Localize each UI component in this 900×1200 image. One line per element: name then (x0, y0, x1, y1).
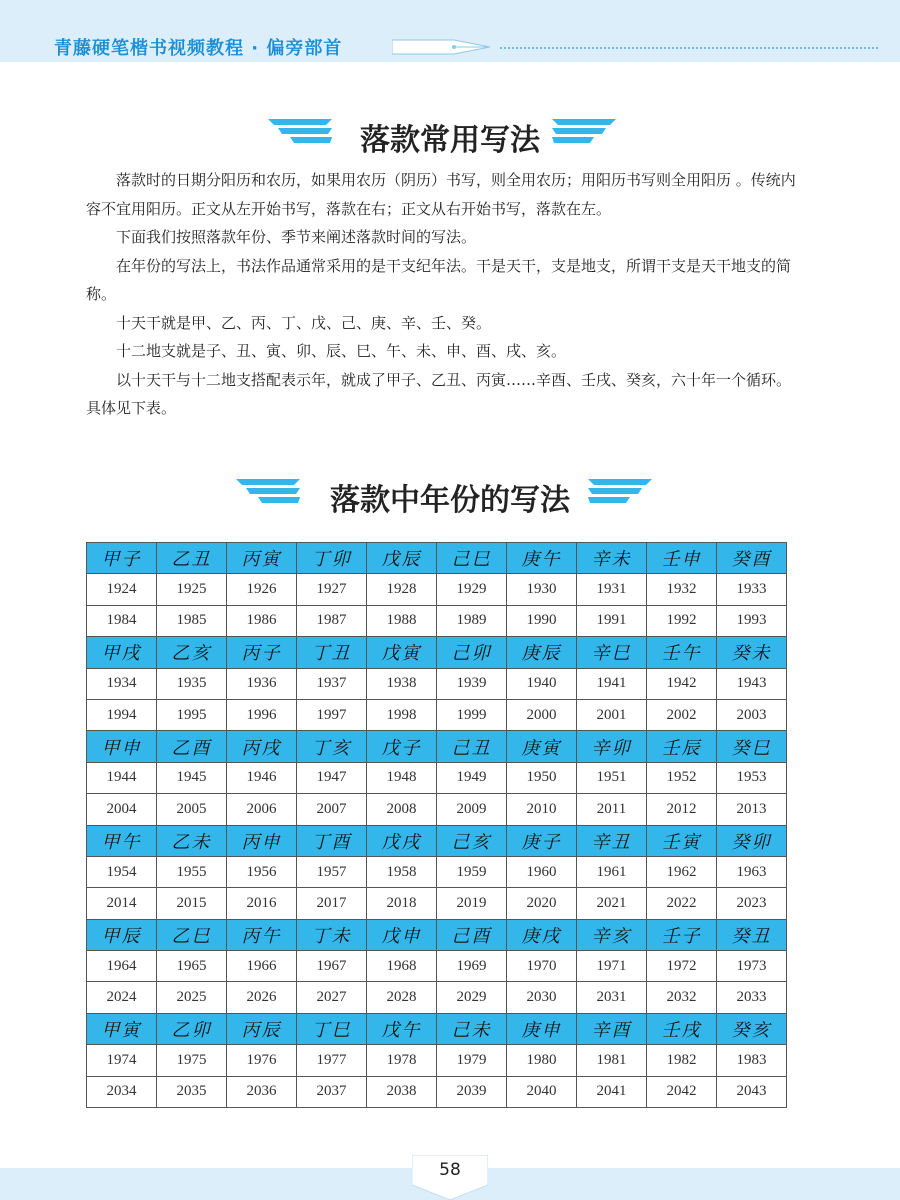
year-cell: 1951 (577, 762, 647, 793)
year-cell: 1942 (647, 668, 717, 699)
year-cell: 1937 (297, 668, 367, 699)
year-cell: 1944 (87, 762, 157, 793)
ganzhi-cell: 甲寅 (87, 1013, 157, 1044)
ganzhi-cell: 戊辰 (367, 543, 437, 574)
year-cell: 1994 (87, 699, 157, 730)
year-cell: 2032 (647, 982, 717, 1013)
year-row (87, 951, 787, 982)
year-cell: 1929 (437, 574, 507, 605)
ganzhi-cell: 丙辰 (227, 1013, 297, 1044)
year-cell: 2024 (87, 982, 157, 1013)
ganzhi-cell: 癸巳 (717, 731, 787, 762)
year-cell: 1998 (367, 699, 437, 730)
year-cell: 1946 (227, 762, 297, 793)
ganzhi-cell: 辛未 (577, 543, 647, 574)
year-cell: 2003 (717, 699, 787, 730)
year-cell: 2022 (647, 888, 717, 919)
year-cell: 2008 (367, 794, 437, 825)
year-cell: 1956 (227, 856, 297, 887)
year-cell: 1943 (717, 668, 787, 699)
ganzhi-cell: 壬申 (647, 543, 717, 574)
year-cell: 2007 (297, 794, 367, 825)
year-cell: 1959 (437, 856, 507, 887)
year-cell: 1947 (297, 762, 367, 793)
year-cell: 1968 (367, 951, 437, 982)
year-cell: 1987 (297, 605, 367, 636)
ganzhi-cell: 甲辰 (87, 919, 157, 950)
page-number: 58 (439, 1160, 461, 1180)
year-cell: 1955 (157, 856, 227, 887)
ganzhi-cell: 癸丑 (717, 919, 787, 950)
year-cell: 2014 (87, 888, 157, 919)
ganzhi-cell: 乙亥 (157, 637, 227, 668)
ganzhi-cell: 乙丑 (157, 543, 227, 574)
year-cell: 2017 (297, 888, 367, 919)
ganzhi-cell: 戊午 (367, 1013, 437, 1044)
year-cell: 2020 (507, 888, 577, 919)
ganzhi-cell: 戊申 (367, 919, 437, 950)
book-title: 青藤硬笔楷书视频教程 · 偏旁部首 (54, 38, 343, 59)
year-cell: 1934 (87, 668, 157, 699)
ganzhi-row (87, 825, 787, 856)
year-cell: 1981 (577, 1045, 647, 1076)
ganzhi-cell: 壬辰 (647, 731, 717, 762)
ganzhi-cell: 癸酉 (717, 543, 787, 574)
heading-stripes-right-icon (552, 118, 616, 146)
year-cell: 1950 (507, 762, 577, 793)
ganzhi-cell: 辛巳 (577, 637, 647, 668)
year-cell: 1953 (717, 762, 787, 793)
year-cell: 2012 (647, 794, 717, 825)
year-cell: 1993 (717, 605, 787, 636)
ganzhi-cell: 丙申 (227, 825, 297, 856)
ganzhi-row (87, 919, 787, 950)
ganzhi-cell: 壬午 (647, 637, 717, 668)
year-cell: 2040 (507, 1076, 577, 1107)
ganzhi-cell: 丁巳 (297, 1013, 367, 1044)
year-cell: 2028 (367, 982, 437, 1013)
year-cell: 1996 (227, 699, 297, 730)
year-cell: 1976 (227, 1045, 297, 1076)
year-cell: 2005 (157, 794, 227, 825)
year-cell: 1986 (227, 605, 297, 636)
year-row (87, 605, 787, 636)
year-cell: 2018 (367, 888, 437, 919)
year-cell: 2006 (227, 794, 297, 825)
ganzhi-cell: 壬寅 (647, 825, 717, 856)
year-cell: 1962 (647, 856, 717, 887)
ganzhi-cell: 丙子 (227, 637, 297, 668)
pen-nib-icon (392, 36, 492, 58)
year-cell: 1932 (647, 574, 717, 605)
ganzhi-cell: 庚申 (507, 1013, 577, 1044)
year-cell: 2010 (507, 794, 577, 825)
paragraph: 十二地支就是子、丑、寅、卯、辰、巳、午、未、申、酉、戌、亥。 (116, 342, 567, 360)
year-cell: 2001 (577, 699, 647, 730)
year-row (87, 982, 787, 1013)
year-row (87, 1045, 787, 1076)
year-cell: 1974 (87, 1045, 157, 1076)
year-row (87, 1076, 787, 1107)
year-cell: 1940 (507, 668, 577, 699)
ganzhi-row (87, 1013, 787, 1044)
ganzhi-year-table (86, 542, 787, 1108)
year-cell: 1977 (297, 1045, 367, 1076)
ganzhi-cell: 丁卯 (297, 543, 367, 574)
year-cell: 1972 (647, 951, 717, 982)
year-cell: 1927 (297, 574, 367, 605)
ganzhi-cell: 戊戌 (367, 825, 437, 856)
year-cell: 1978 (367, 1045, 437, 1076)
year-cell: 1995 (157, 699, 227, 730)
year-row (87, 668, 787, 699)
year-cell: 2013 (717, 794, 787, 825)
year-cell: 2030 (507, 982, 577, 1013)
year-cell: 1965 (157, 951, 227, 982)
year-cell: 1963 (717, 856, 787, 887)
ganzhi-cell: 癸卯 (717, 825, 787, 856)
ganzhi-cell: 丙戌 (227, 731, 297, 762)
year-cell: 1945 (157, 762, 227, 793)
paragraph: 以十天干与十二地支搭配表示年，就成了甲子、乙丑、丙寅……辛酉、壬戌、癸亥，六十年一个循环。具体见下表。 (86, 370, 792, 417)
year-cell: 1952 (647, 762, 717, 793)
year-cell: 1964 (87, 951, 157, 982)
year-row (87, 888, 787, 919)
year-cell: 1926 (227, 574, 297, 605)
year-cell: 2016 (227, 888, 297, 919)
year-cell: 1928 (367, 574, 437, 605)
year-cell: 1985 (157, 605, 227, 636)
year-cell: 1948 (367, 762, 437, 793)
ganzhi-cell: 辛酉 (577, 1013, 647, 1044)
year-cell: 1979 (437, 1045, 507, 1076)
ganzhi-cell: 辛卯 (577, 731, 647, 762)
year-cell: 2037 (297, 1076, 367, 1107)
year-cell: 1966 (227, 951, 297, 982)
ganzhi-cell: 己卯 (437, 637, 507, 668)
year-cell: 2027 (297, 982, 367, 1013)
year-cell: 1971 (577, 951, 647, 982)
paragraph: 下面我们按照落款年份、季节来阐述落款时间的写法。 (116, 228, 477, 246)
ganzhi-cell: 丙午 (227, 919, 297, 950)
year-cell: 1992 (647, 605, 717, 636)
year-cell: 2011 (577, 794, 647, 825)
year-cell: 2031 (577, 982, 647, 1013)
ganzhi-cell: 壬子 (647, 919, 717, 950)
year-cell: 2035 (157, 1076, 227, 1107)
ganzhi-cell: 甲申 (87, 731, 157, 762)
year-cell: 2021 (577, 888, 647, 919)
year-cell: 1954 (87, 856, 157, 887)
ganzhi-cell: 丁丑 (297, 637, 367, 668)
ganzhi-cell: 甲午 (87, 825, 157, 856)
year-cell: 1941 (577, 668, 647, 699)
year-cell: 2004 (87, 794, 157, 825)
year-cell: 1957 (297, 856, 367, 887)
year-cell: 1975 (157, 1045, 227, 1076)
year-cell: 1983 (717, 1045, 787, 1076)
ganzhi-cell: 己丑 (437, 731, 507, 762)
ganzhi-cell: 甲戌 (87, 637, 157, 668)
paragraph: 落款时的日期分阳历和农历，如果用农历（阴历）书写，则全用农历；用阳历书写则全用阳历 。传统内容不宜用阳历。正文从左开始书写，落款在右；正文从右开始书写，落款在左。 (86, 171, 796, 218)
year-row (87, 699, 787, 730)
year-row (87, 574, 787, 605)
ganzhi-row (87, 637, 787, 668)
ganzhi-cell: 壬戌 (647, 1013, 717, 1044)
year-cell: 2019 (437, 888, 507, 919)
heading-stripes-right-icon (588, 478, 652, 506)
year-cell: 2042 (647, 1076, 717, 1107)
year-cell: 1982 (647, 1045, 717, 1076)
section-heading-year-table: 落款中年份的写法 (330, 483, 570, 518)
year-cell: 1997 (297, 699, 367, 730)
ganzhi-row (87, 731, 787, 762)
dotted-divider (500, 47, 878, 49)
ganzhi-cell: 辛亥 (577, 919, 647, 950)
year-cell: 2043 (717, 1076, 787, 1107)
ganzhi-cell: 乙未 (157, 825, 227, 856)
year-cell: 1938 (367, 668, 437, 699)
year-cell: 2026 (227, 982, 297, 1013)
year-cell: 1989 (437, 605, 507, 636)
year-cell: 1931 (577, 574, 647, 605)
year-cell: 1960 (507, 856, 577, 887)
ganzhi-cell: 己巳 (437, 543, 507, 574)
ganzhi-cell: 乙酉 (157, 731, 227, 762)
ganzhi-cell: 己亥 (437, 825, 507, 856)
ganzhi-cell: 丙寅 (227, 543, 297, 574)
year-cell: 1939 (437, 668, 507, 699)
ganzhi-cell: 庚戌 (507, 919, 577, 950)
ganzhi-cell: 甲子 (87, 543, 157, 574)
ganzhi-cell: 戊子 (367, 731, 437, 762)
ganzhi-cell: 乙巳 (157, 919, 227, 950)
year-cell: 2002 (647, 699, 717, 730)
ganzhi-cell: 丁酉 (297, 825, 367, 856)
year-cell: 1933 (717, 574, 787, 605)
year-cell: 2023 (717, 888, 787, 919)
year-cell: 1969 (437, 951, 507, 982)
ganzhi-row (87, 543, 787, 574)
ganzhi-cell: 庚午 (507, 543, 577, 574)
year-row (87, 794, 787, 825)
year-cell: 2025 (157, 982, 227, 1013)
ganzhi-cell: 癸未 (717, 637, 787, 668)
year-cell: 2038 (367, 1076, 437, 1107)
ganzhi-cell: 辛丑 (577, 825, 647, 856)
year-cell: 1991 (577, 605, 647, 636)
year-cell: 1949 (437, 762, 507, 793)
ganzhi-cell: 丁亥 (297, 731, 367, 762)
year-cell: 1936 (227, 668, 297, 699)
year-cell: 1973 (717, 951, 787, 982)
year-cell: 1980 (507, 1045, 577, 1076)
year-cell: 2000 (507, 699, 577, 730)
year-cell: 2036 (227, 1076, 297, 1107)
year-cell: 2039 (437, 1076, 507, 1107)
ganzhi-cell: 庚寅 (507, 731, 577, 762)
year-cell: 1999 (437, 699, 507, 730)
year-cell: 2015 (157, 888, 227, 919)
year-cell: 2009 (437, 794, 507, 825)
paragraph: 十天干就是甲、乙、丙、丁、戊、己、庚、辛、壬、癸。 (116, 313, 492, 332)
year-cell: 1930 (507, 574, 577, 605)
ganzhi-cell: 丁未 (297, 919, 367, 950)
explanation-text (86, 166, 798, 423)
ganzhi-cell: 己酉 (437, 919, 507, 950)
year-cell: 1924 (87, 574, 157, 605)
ganzhi-cell: 癸亥 (717, 1013, 787, 1044)
paragraph: 在年份的写法上，书法作品通常采用的是干支纪年法。干是天干，支是地支，所谓干支是天干地支的简称。 (86, 256, 792, 303)
year-cell: 2041 (577, 1076, 647, 1107)
year-cell: 1961 (577, 856, 647, 887)
ganzhi-cell: 己未 (437, 1013, 507, 1044)
section-heading-inscription: 落款常用写法 (360, 123, 540, 158)
year-cell: 2029 (437, 982, 507, 1013)
year-cell: 1967 (297, 951, 367, 982)
year-cell: 1984 (87, 605, 157, 636)
ganzhi-cell: 乙卯 (157, 1013, 227, 1044)
ganzhi-cell: 庚子 (507, 825, 577, 856)
year-cell: 1925 (157, 574, 227, 605)
ganzhi-cell: 戊寅 (367, 637, 437, 668)
ganzhi-cell: 庚辰 (507, 637, 577, 668)
year-cell: 1958 (367, 856, 437, 887)
year-cell: 1990 (507, 605, 577, 636)
year-cell: 1935 (157, 668, 227, 699)
year-cell: 1988 (367, 605, 437, 636)
year-cell: 2034 (87, 1076, 157, 1107)
year-row (87, 856, 787, 887)
page-header-band (0, 0, 900, 62)
year-cell: 2033 (717, 982, 787, 1013)
year-cell: 1970 (507, 951, 577, 982)
year-row (87, 762, 787, 793)
